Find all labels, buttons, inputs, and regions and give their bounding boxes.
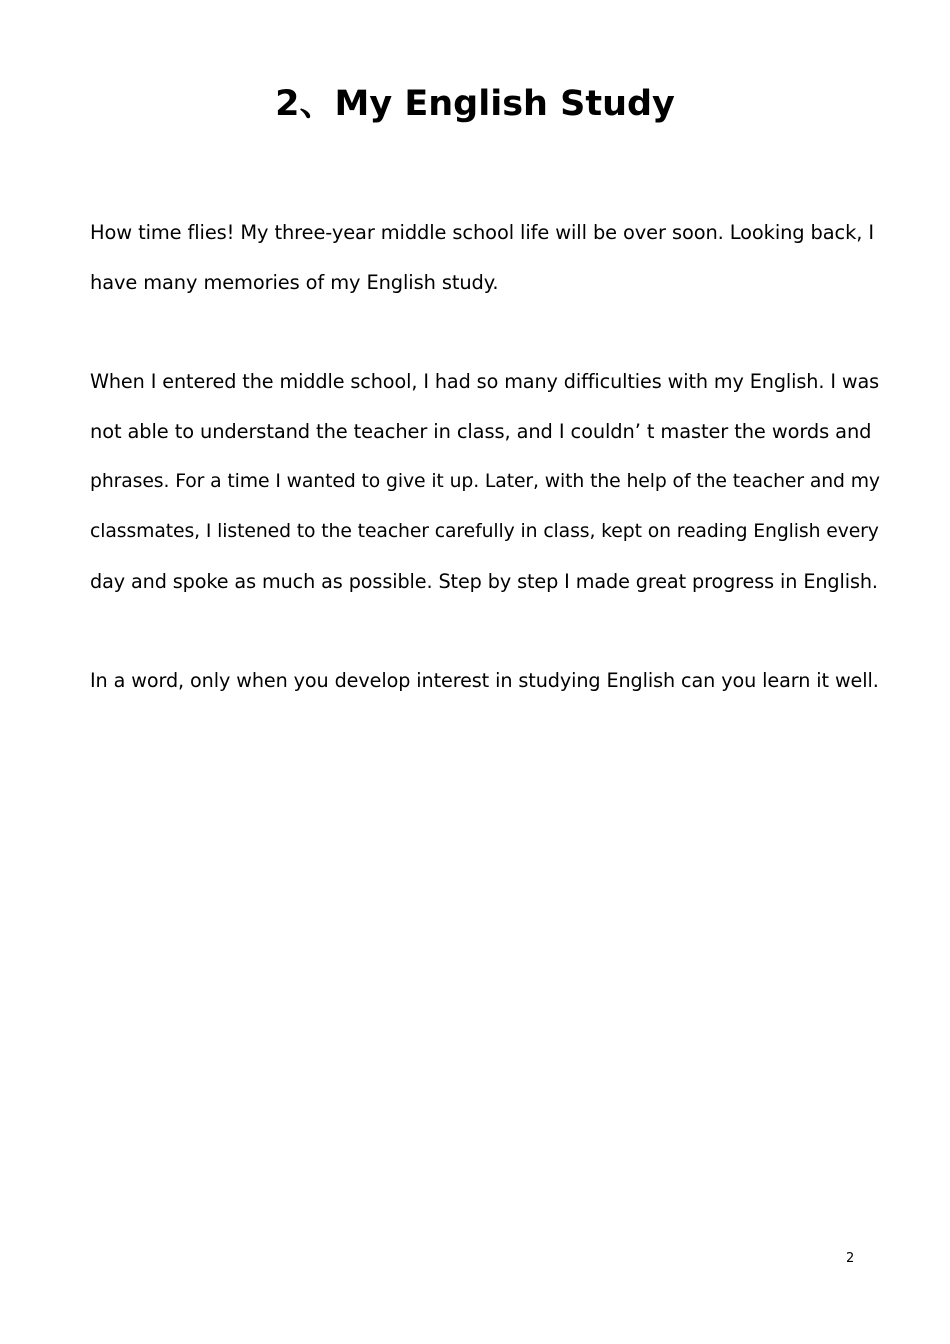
paragraph-line: not able to understand the teacher in class, and I couldn’ t master the words and: [90, 420, 872, 444]
paragraph-line: have many memories of my English study.: [90, 270, 499, 294]
paragraph-line: When I entered the middle school, I had so many difficulties with my English. I was: [90, 370, 880, 394]
paragraph-conclusion: [90, 656, 880, 706]
paragraph-line: phrases. For a time I wanted to give it up. Later, with the help of the teacher and my: [90, 470, 880, 492]
paragraph-line: In a word, only when you develop interest in studying English can you learn it well.: [90, 669, 879, 693]
document-body: [90, 208, 880, 756]
paragraph-line: day and spoke as much as possible. Step by step I made great progress in English.: [90, 569, 878, 593]
document-title: 2、My English Study: [275, 84, 675, 124]
paragraph-line: How time flies! My three-year middle school life will be over soon. Looking back, I: [90, 221, 874, 244]
paragraph-line: classmates, I listened to the teacher carefully in class, kept on reading English every: [90, 520, 879, 542]
paragraph-intro: [90, 208, 880, 308]
page-number: 2: [846, 1251, 855, 1266]
paragraph-body: [90, 357, 880, 606]
